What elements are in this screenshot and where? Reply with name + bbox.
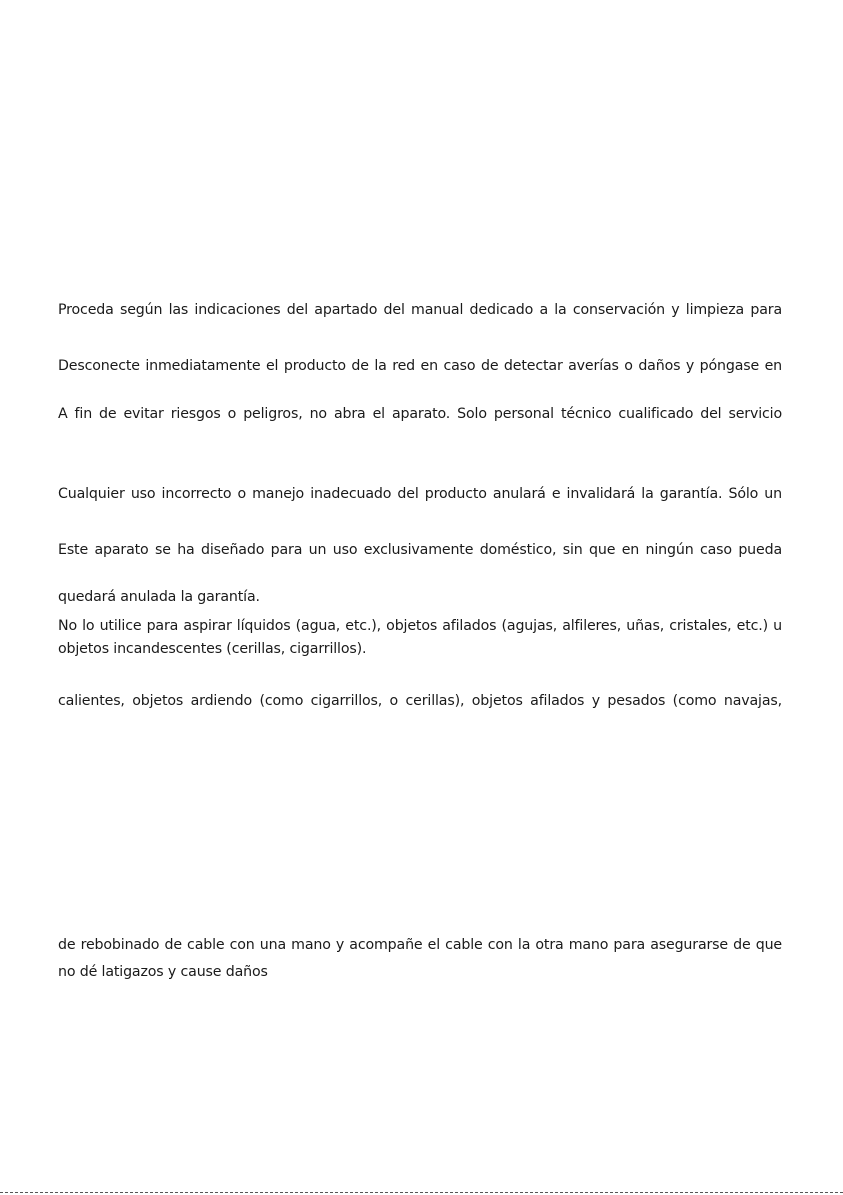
text-line: No lo utilice para aspirar líquidos (agua, etc.), objetos afilados (agujas, alfileres, uñas, cristales, etc.) u: [58, 618, 782, 634]
text-line: Desconecte inmediatamente el producto de la red en caso de detectar averías o daños y póngase en: [58, 358, 782, 374]
text-line: Proceda según las indicaciones del apartado del manual dedicado a la conservación y limpieza para: [58, 302, 782, 318]
text-line: Cualquier uso incorrecto o manejo inadecuado del producto anulará e invalidará la garantía. Sólo un: [58, 486, 782, 502]
text-line: calientes, objetos ardiendo (como cigarrillos, o cerillas), objetos afilados y pesados (como navajas,: [58, 693, 782, 709]
text-line: de rebobinado de cable con una mano y acompañe el cable con la otra mano para asegurarse de que: [58, 937, 782, 953]
text-line: quedará anulada la garantía.: [58, 589, 260, 605]
page-bottom-divider: [0, 1192, 843, 1193]
text-line: A fin de evitar riesgos o peligros, no abra el aparato. Solo personal técnico cualificado del servicio: [58, 406, 782, 422]
text-line: no dé latigazos y cause daños: [58, 964, 268, 980]
text-line: objetos incandescentes (cerillas, cigarrillos).: [58, 641, 367, 657]
text-line: Este aparato se ha diseñado para un uso exclusivamente doméstico, sin que en ningún caso pueda: [58, 542, 782, 558]
